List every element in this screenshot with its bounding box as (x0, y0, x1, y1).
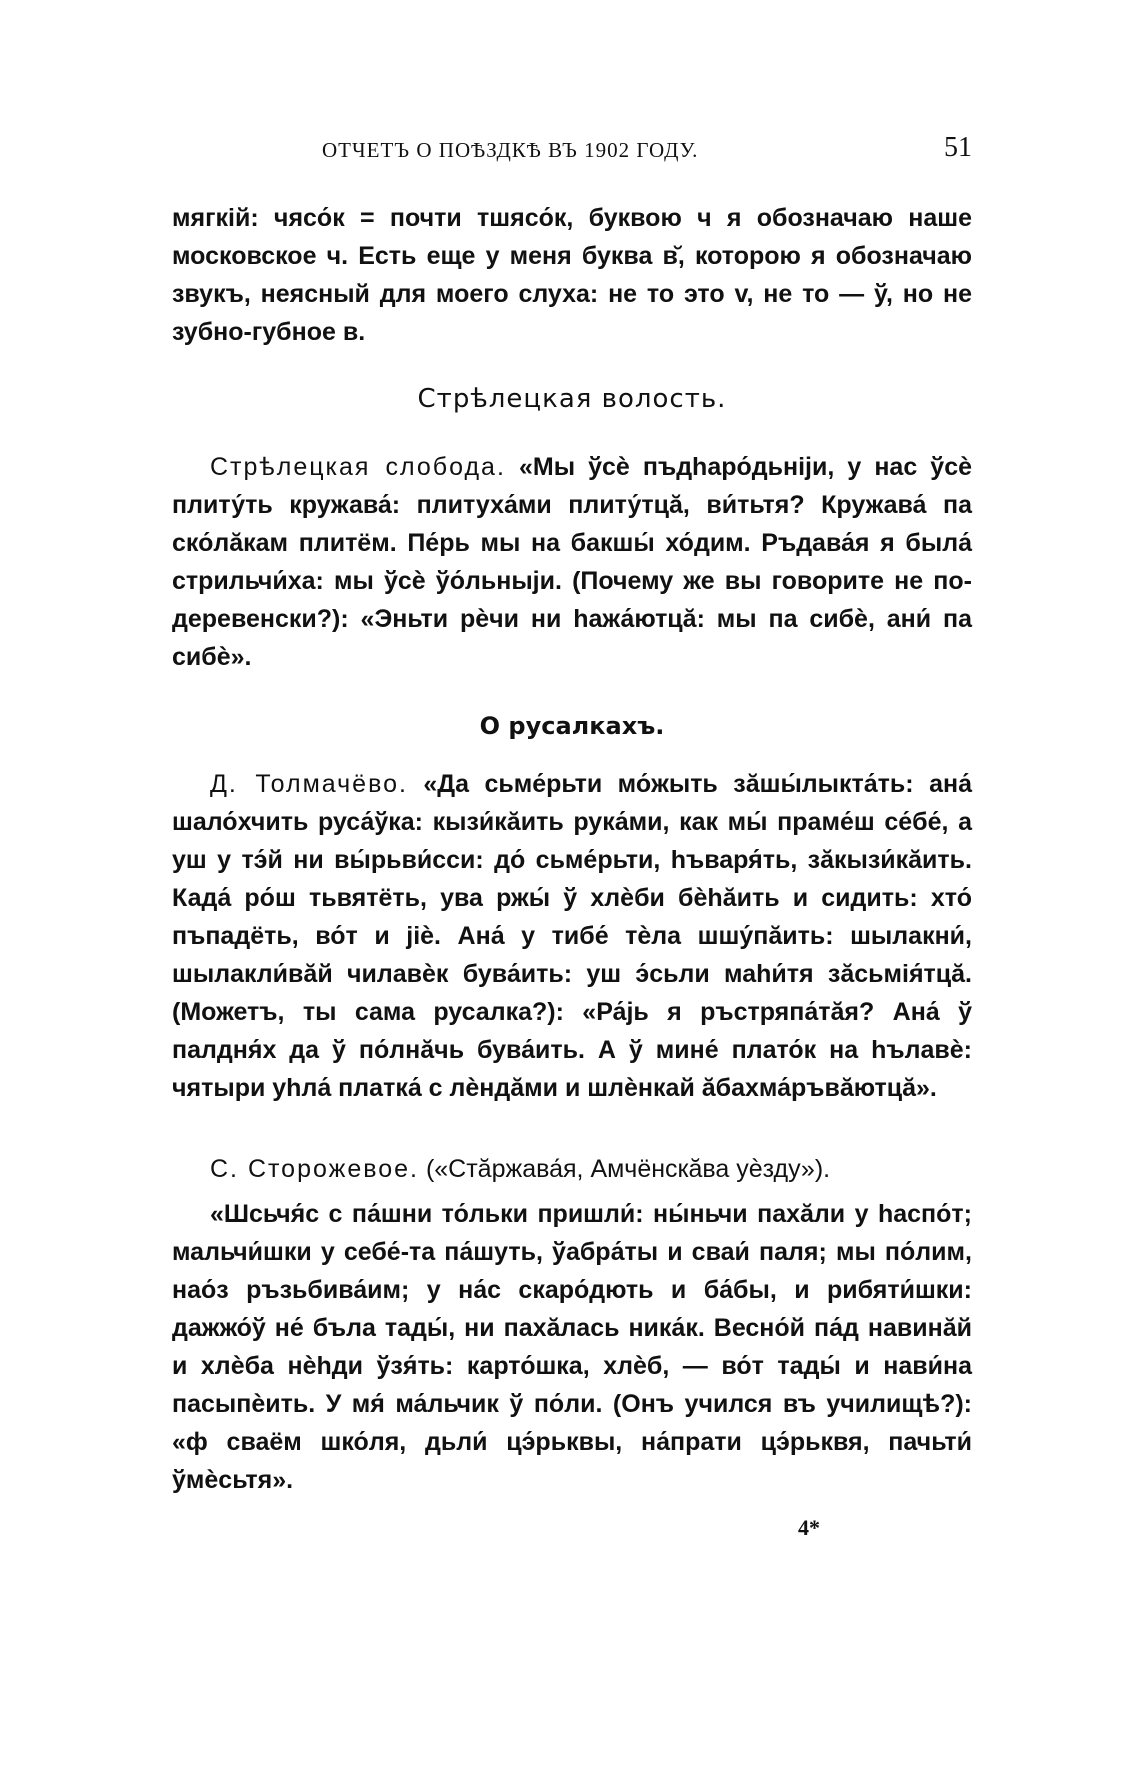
storozhevoe-text: «Шсьчя́с с па́шни то́льки пришли́: ны́ньчи пахăли у hаспо́т; мальчи́шки у себе́-та па́шуть, ўабра́ты и сваи́ паля; мы по́лим, нао́з ръзьбива́им; у на́с скаро́дють и ба́бы, и рибяти́шки: дажжо́ў не́ бъла тады́, ни пахăлась ника́к. Весно́й па́д навинăй и хлѐба нѐhди ўзя́ть: карто́шка, хлѐб, — во́т тады́ и нави́на пасыпѐить. У мя́ ма́льчик ў по́ли. (Онъ учился въ училищѣ?): «ф сваём шко́ля, дьли́ цэ́рьквы, на́прати цэ́рьквя, пачьти́ ўмѐсьтя». (172, 1200, 972, 1494)
running-header (172, 132, 972, 168)
tolmachevo-paragraph (172, 765, 972, 1107)
storozhevoe-heading-line (172, 1150, 972, 1188)
storozhevoe-paragraph (172, 1195, 972, 1499)
running-title: ОТЧЕТЪ О ПОѢЗДКѢ ВЪ 1902 ГОДУ. (322, 138, 699, 162)
section-heading-rusalki: О русалкахъ. (479, 712, 665, 740)
section-heading-strelets: Стрѣлецкая волость. (417, 384, 727, 414)
storozhevoe-dialect-name: («Стăржава́я, Амчёнскăва уѐзду»). (425, 1155, 831, 1183)
place-name-strelets: Стрѣлецкая слобода. (210, 453, 506, 481)
page-number: 51 (944, 132, 972, 163)
strelets-text: «Мы ўсѐ пъдhаро́дьнiји, у нас ўсѐ плиту́ть кружава́: плитуха́ми плиту́тцă, ви́тьтя? Кружава́ па ско́лăкам плитём. Пе́рь мы на бакшы́ хо́дим. Ръдава́я я была́ стрильчи́ха: мы ўсѐ ўо́льныји. (Почему же вы говорите не по-деревенски?): «Эньти рѐчи ни hажа́ютцă: мы па сибѐ, ани́ па сибѐ». (172, 453, 973, 671)
strelets-paragraph (172, 448, 972, 676)
signature-mark: 4* (798, 1515, 820, 1540)
intro-text: мягкій: чясо́к = почти тшясо́к, буквою ч я обозначаю наше московское ч. Есть еще у меня буква в̆, которою я обозначаю звукъ, неясный для моего слуха: не то это v, не то — ў, но не зубно-губное в. (172, 204, 972, 346)
intro-paragraph (172, 199, 972, 351)
place-name-tolmachevo: Д. Толмачёво. (210, 770, 408, 798)
tolmachevo-text: «Да сьме́рьти мо́жыть зăшы́лыкта́ть: ана́ шало́хчить руса́ўка: кызи́кăить рука́ми, как мы́ праме́ш се́бе́, а уш у тэ́й ни вы́рьви́сси: до́ сьме́рьти, hъваря́ть, зăкызи́кăить. Када́ ро́ш тьвятёть, ува ржы́ ў хлѐби бѐhăить и сидить: хто́ пъпадёть, во́т и jiѐ. Ана́ у тибе́ тѐла шшу́пăить: шылакни́, шылакли́вăй чилавѐк бува́ить: уш э́сьли маhи́тя зăсьмiя́тцă. (Можетъ, ты сама русалка?): «Ра́јь я ръстряпа́тăя? Ана́ ў палдня́х да ў по́лнăчь бува́ить. А ў мине́ плато́к на hълавѐ: чятыри уhла́ платка́ с лѐндăми и шлѐнкай ăбахма́ръвăютцă». (172, 770, 972, 1102)
place-name-storozhevoe: С. Сторожевое. (210, 1155, 419, 1183)
